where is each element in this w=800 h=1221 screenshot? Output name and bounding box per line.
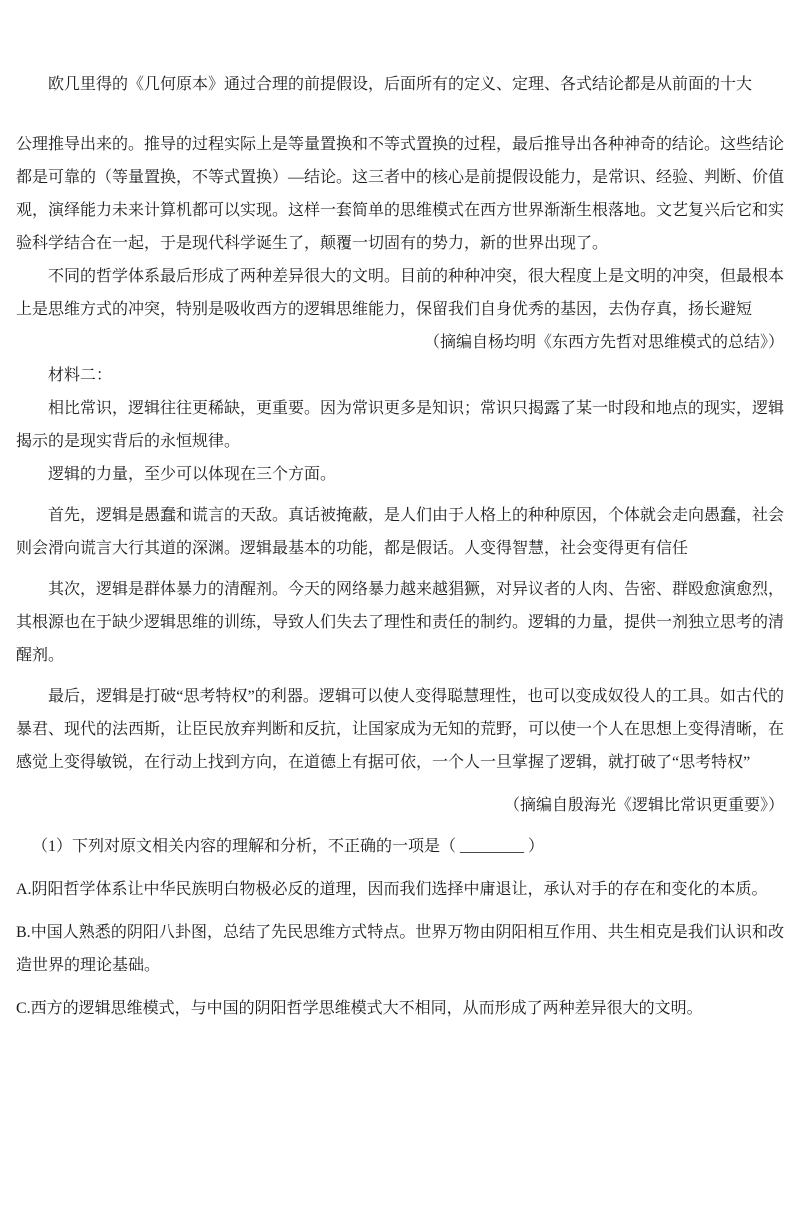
paragraph-logic-vs-common-sense: 相比常识，逻辑往往更稀缺，更重要。因为常识更多是知识；常识只揭露了某一时段和地点的现实，逻辑揭示的是现实背后的永恒规律。 <box>16 400 785 450</box>
paragraph-axiom-deduction: 公理推导出来的。推导的过程实际上是等量置换和不等式置换的过程，最后推导出各种神奇的结论。这些结论都是可靠的（等量置换，不等式置换）—结论。这三者中的核心是前提假设能力，是常识、经验、判断、价值观，演绎能力未来计算机都可以实现。这样一套简单的思维模式在西方世界渐渐生根落地。文艺复兴后它和实验科学结合在一起，于是现代科学诞生了，颠覆一切固有的势力，新的世界出现了。 <box>16 136 785 252</box>
option-c: C.西方的逻辑思维模式，与中国的阴阳哲学思维模式大不相同，从而形成了两种差异很大的文明。 <box>16 1000 703 1017</box>
question-1-stem: （1）下列对原文相关内容的理解和分析，不正确的一项是（ ________ ） <box>32 838 545 855</box>
paragraph-logic-power-intro: 逻辑的力量，至少可以体现在三个方面。 <box>48 466 337 483</box>
paragraph-euclid-intro: 欧几里得的《几何原本》通过合理的前提假设，后面所有的定义、定理、各式结论都是从前面的十大 <box>48 76 753 93</box>
paragraph-third-point: 最后，逻辑是打破“思考特权”的利器。逻辑可以使人变得聪慧理性，也可以变成奴役人的工具。如古代的暴君、现代的法西斯，让臣民放弃判断和反抗，让国家成为无知的荒野，可以使一个人在思想上变得清晰，在感觉上变得敏锐，在行动上找到方向，在道德上有据可依，一个人一旦掌握了逻辑，就打破了“思考特权” <box>16 688 785 771</box>
source-attribution-material-two: （摘编自殷海光《逻辑比常识更重要》） <box>503 797 784 814</box>
source-attribution-material-one: （摘编自杨均明《东西方先哲对思维模式的总结》） <box>423 334 784 351</box>
option-a: A.阴阳哲学体系让中华民族明白物极必反的道理，因而我们选择中庸退让，承认对手的存在和变化的本质。 <box>16 881 768 898</box>
paragraph-two-civilizations: 不同的哲学体系最后形成了两种差异很大的文明。目前的种种冲突，很大程度上是文明的冲突，但最根本上是思维方式的冲突，特别是吸收西方的逻辑思维能力，保留我们自身优秀的基因，去伪存真，扬长避短 <box>16 268 785 318</box>
paragraph-second-point: 其次，逻辑是群体暴力的清醒剂。今天的网络暴力越来越猖獗，对异议者的人肉、告密、群殴愈演愈烈，其根源也在于缺少逻辑思维的训练，导致人们失去了理性和责任的制约。逻辑的力量，提供一剂独立思考的清醒剂。 <box>16 581 785 664</box>
option-b: B.中国人熟悉的阴阳八卦图，总结了先民思维方式特点。世界万物由阴阳相互作用、共生相克是我们认识和改造世界的理论基础。 <box>16 924 784 974</box>
material-two-heading: 材料二： <box>48 367 113 384</box>
paragraph-first-point: 首先，逻辑是愚蠢和谎言的天敌。真话被掩蔽，是人们由于人格上的种种原因，个体就会走向愚蠢，社会则会滑向谎言大行其道的深渊。逻辑最基本的功能，都是假话。人变得智慧，社会变得更有信任 <box>16 507 785 557</box>
